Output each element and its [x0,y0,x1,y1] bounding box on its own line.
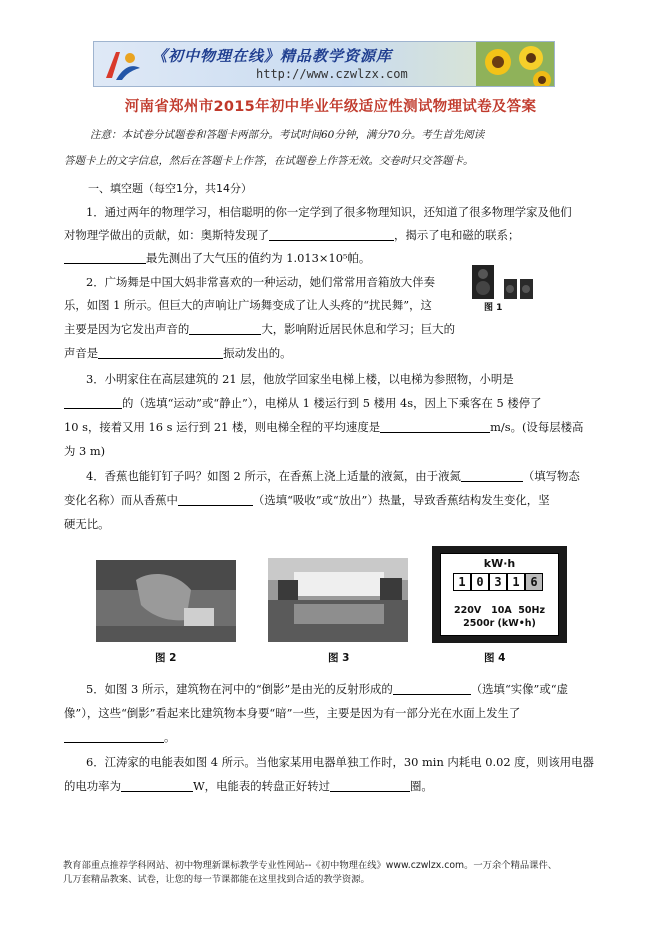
meter-digit: 1 [507,573,525,591]
meter-face [440,553,559,636]
meter-digit: 0 [471,573,489,591]
site-logo-icon [102,48,142,84]
q3-answer-blank-2[interactable] [380,420,490,433]
q6-text-c: 圈。 [409,779,433,793]
q1-answer-blank-1[interactable] [269,228,394,241]
q1-text-b: ，揭示了电和磁的联系； [394,228,520,242]
q6-answer-blank-2[interactable] [330,779,410,792]
figure-1-label: 图 1 [484,303,503,313]
q2-line-1: 2．广场舞是中国大妈非常喜欢的一种运动，她们常常用音箱放大伴奏 [86,275,435,289]
q4-text-a: 4．香蕉也能钉钉子吗？如图 2 所示，在香蕉上浇上适量的液氮，由于液氮 [86,469,461,483]
meter-spec-1: 220V 10A 50Hz [454,605,545,616]
footer [63,859,603,887]
q2-text-a: 主要是因为它发出声音的 [64,322,190,336]
q4-line-1 [86,469,580,484]
figure-4-label: 图 4 [484,652,506,664]
banana-nail-photo [96,560,236,642]
meter-spec-2: 2500r (kW•h) [463,618,536,629]
banner-title: 《初中物理在线》精品教学资源库 [152,47,393,65]
q6-text-b: W，电能表的转盘正好转过 [192,779,330,793]
banner-url[interactable]: http://www.czwlzx.com [256,67,408,81]
electricity-meter-figure [432,546,567,643]
notice-line-1: 注意：本试卷分试题卷和答题卡两部分。考试时间60分钟，满分70分。考生首先阅读 [90,129,485,141]
meter-digits [453,573,543,591]
building-reflection-photo [268,558,408,642]
figure-3-label: 图 3 [328,652,350,664]
q5-text-a: 5．如图 3 所示，建筑物在河中的“倒影”是由光的反射形成的 [86,682,393,696]
q2-text-c: 声音是 [64,346,99,360]
q5-line-2: 像”），这些“倒影”看起来比建筑物本身要“暗”一些，主要是因为有一部分光在水面上发生了 [64,706,521,720]
q5-line-1 [86,682,568,697]
q3-text-b: 10 s，接着又用 16 s 运行到 21 楼，则电梯全程的平均速度是 [64,420,381,434]
q1-line-3 [64,251,370,266]
footer-line-1: 教育部重点推荐学科网站、初中物理新课标教学专业性网站--《初中物理在线》www.czwlzx.com。一万余个精品课件、 [63,860,558,871]
q2-answer-blank-2[interactable] [98,346,223,359]
speaker-figure-image [468,261,540,309]
q5-text-b: （选填“实像”或“虚 [470,682,568,696]
q5-answer-blank-1[interactable] [393,682,471,695]
q1-answer-blank-2[interactable] [64,251,146,264]
notice-line-2: 答题卡上的文字信息，然后在答题卡上作答，在试题卷上作答无效。交卷时只交答题卡。 [64,155,474,167]
section-heading: 一、填空题（每空1分，共14分） [88,182,252,195]
meter-digit: 3 [489,573,507,591]
q3-answer-blank-1[interactable] [64,396,122,409]
q1-line-1: 1．通过两年的物理学习，相信聪明的你一定学到了很多物理知识，还知道了很多物理学家及他们 [86,205,572,219]
q4-text-c: 变化名称）而从香蕉中 [64,493,178,507]
q3-line-2 [64,396,542,411]
sunflower-image [476,42,554,87]
q6-line-2 [64,779,433,794]
q5-line-3 [64,730,175,745]
q5-answer-blank-2[interactable] [64,730,164,743]
q3-text-a: 的（选填“运动”或“静止”），电梯从 1 楼运行到 5 楼用 4s，因上下乘客在 5 楼停了 [122,396,542,410]
q1-text-a: 对物理学做出的贡献，如：奥斯特发现了 [64,228,270,242]
q4-text-b: （填写物态 [522,469,580,483]
q4-text-d: （选填“吸收”或“放出”）热量，导致香蕉结构发生变化，坚 [252,493,550,507]
q1-line-2 [64,228,519,243]
q3-line-4: 为 3 m) [64,444,106,458]
q3-line-1: 3．小明家住在高层建筑的 21 层，他放学回家坐电梯上楼，以电梯为参照物，小明是 [86,372,514,386]
meter-unit: kW·h [483,557,516,570]
q2-line-3 [64,322,455,337]
q6-text-a: 的电功率为 [64,779,121,793]
page-title: 河南省郑州市2015年初中毕业年级适应性测试物理试卷及答案 [124,99,537,115]
q3-text-c: m/s。(设每层楼高 [490,420,584,434]
q2-text-b: 大，影响附近居民休息和学习；巨大的 [261,322,455,336]
q1-text-c: 最先测出了大气压的值约为 1.013×10⁵帕。 [146,251,371,265]
q2-text-d: 振动发出的。 [223,346,292,360]
meter-digit: 1 [453,573,471,591]
footer-line-2: 几万套精品教案、试卷，让您的每一节课都能在这里找到合适的教学资源。 [63,874,370,885]
q4-line-2 [64,493,550,508]
q2-line-4 [64,346,292,361]
q2-line-2: 乐，如图 1 所示。但巨大的声响让广场舞变成了让人头疼的“扰民舞”，这 [64,298,432,312]
figure-2-label: 图 2 [155,652,177,664]
meter-digit: 6 [525,573,543,591]
q2-answer-blank-1[interactable] [189,322,261,335]
q4-line-3: 硬无比。 [64,517,110,531]
q4-answer-blank-2[interactable] [178,493,253,506]
q4-answer-blank-1[interactable] [461,469,523,482]
q6-answer-blank-1[interactable] [121,779,193,792]
header-banner [93,41,555,87]
q3-line-3 [64,420,583,435]
q6-line-1: 6．江涛家的电能表如图 4 所示。当他家某用电器单独工作时，30 min 内耗电 0.02 度，则该用电器 [86,755,594,769]
q5-text-c: 。 [164,730,176,744]
